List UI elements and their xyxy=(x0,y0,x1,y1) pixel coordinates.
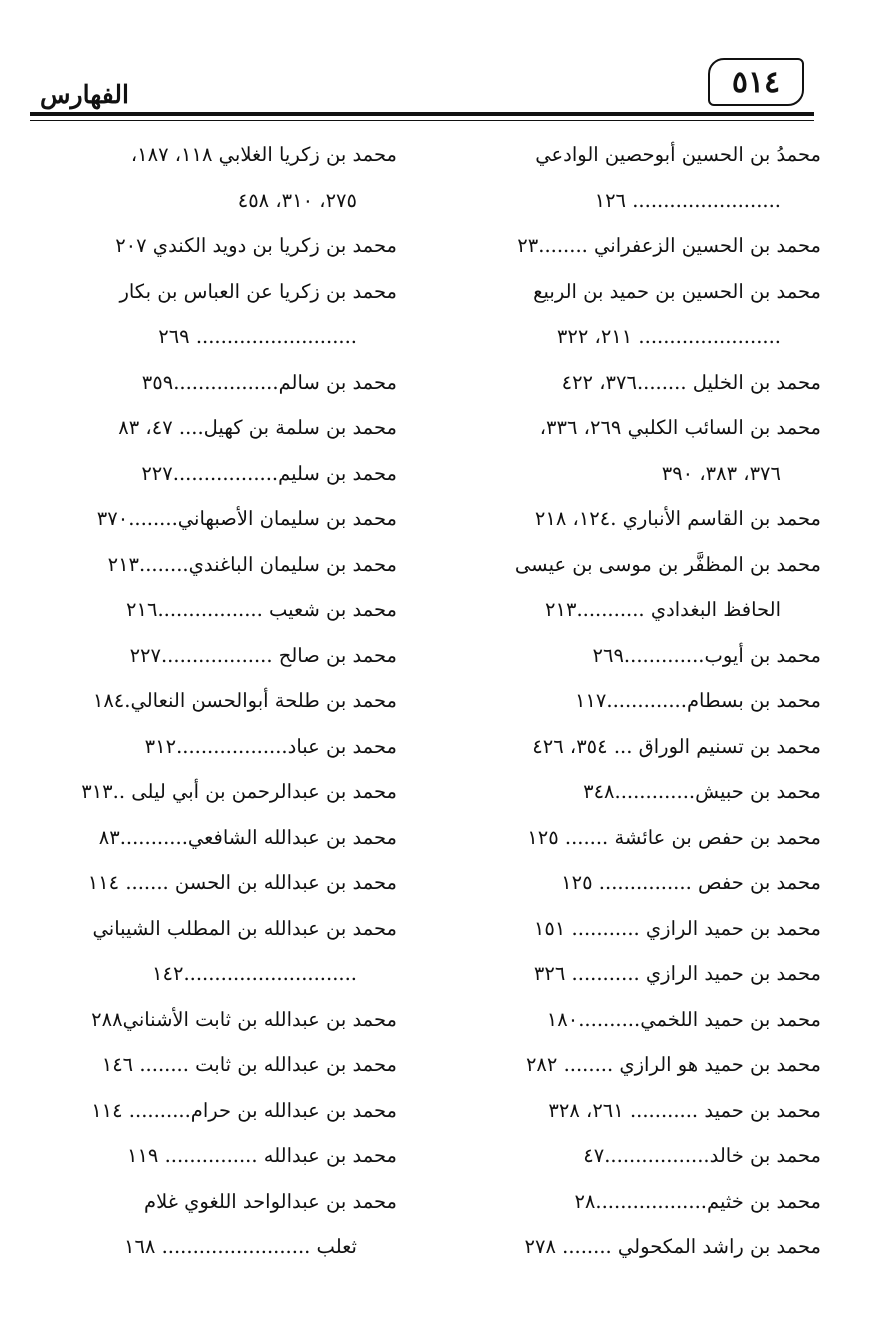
index-entry: محمد بن عبدالله بن الحسن ....... ١١٤ xyxy=(87,871,397,894)
index-entry: محمد بن القاسم الأنباري .١٢٤، ٢١٨ xyxy=(534,507,821,530)
index-entry: محمد بن عبدالله الشافعي...........٨٣ xyxy=(98,825,397,849)
index-entry: محمد بن خالد.................٤٧ xyxy=(583,1144,821,1167)
index-entry: محمد بن صالح ..................٢٢٧ xyxy=(129,643,397,667)
index-entry: محمد بن الحسين بن حميد بن الربيع xyxy=(533,279,821,303)
index-entry: محمد بن عبدالله بن حرام.......... ١١٤ xyxy=(91,1098,397,1122)
index-entry: محمد بن عبدالله ............... ١١٩ xyxy=(126,1144,397,1167)
index-entry: محمد بن عبدالله بن ثابت الأشناني٢٨٨ xyxy=(91,1007,397,1031)
section-title: الفهارس xyxy=(40,80,129,109)
index-entry: محمد بن عبدالله بن ثابت ........ ١٤٦ xyxy=(101,1053,397,1076)
index-entry: محمد بن المظفَّر بن موسى بن عيسى xyxy=(514,552,821,576)
index-entry: محمد بن طلحة أبوالحسن النعالي.١٨٤ xyxy=(92,689,397,712)
index-entry: محمد بن حميد الرازي ........... ٣٢٦ xyxy=(533,962,821,985)
index-entry: محمد بن الحسين الزعفراني ........٢٣ xyxy=(517,234,821,257)
index-entry-continuation: الحافظ البغدادي ...........٢١٣ xyxy=(545,598,781,621)
index-entry: محمد بن خثيم..................٢٨ xyxy=(574,1189,821,1213)
index-entry: محمد بن سليمان الأصبهاني........٣٧٠ xyxy=(96,507,397,530)
index-entry: محمد بن راشد المكحولي ........ ٢٧٨ xyxy=(524,1235,821,1258)
index-entry-continuation: ....................... ٢١١، ٣٢٢ xyxy=(556,325,781,348)
index-entry: محمد بن تسنيم الوراق ... ٣٥٤، ٤٢٦ xyxy=(532,734,821,758)
index-entry: محمد بن حميد الرازي ........... ١٥١ xyxy=(533,916,821,940)
index-column-right xyxy=(451,132,821,1270)
index-entry: محمد بن عبدالله بن المطلب الشيباني xyxy=(92,916,397,940)
page-header xyxy=(30,58,830,120)
index-entry-continuation: ٢٧٥، ٣١٠، ٤٥٨ xyxy=(237,188,357,212)
index-entry: محمد بن عباد..................٣١٢ xyxy=(144,734,397,758)
index-column-left xyxy=(27,132,397,1270)
index-entry: محمد بن حميد ........... ٢٦١، ٣٢٨ xyxy=(548,1098,821,1122)
header-rule-thin xyxy=(30,120,814,121)
index-entry-continuation: .......................... ٢٦٩ xyxy=(158,325,357,348)
index-entry: محمد بن شعيب .................٢١٦ xyxy=(126,598,397,621)
index-entry: محمد بن بسطام.............١١٧ xyxy=(574,689,821,712)
index-entry: محمد بن سليمان الباغندي........٢١٣ xyxy=(107,552,397,576)
index-entry: محمد بن سالم.................٣٥٩ xyxy=(141,370,397,394)
index-entry-continuation: ثعلب ........................ ١٦٨ xyxy=(123,1235,357,1258)
index-entry-continuation: ............................١٤٢ xyxy=(152,962,357,985)
index-entry: محمد بن السائب الكلبي ٢٦٩، ٣٣٦، xyxy=(539,416,821,439)
index-entry: محمد بن حبيش.............٣٤٨ xyxy=(583,780,821,803)
index-entry: محمد بن أيوب.............٢٦٩ xyxy=(592,643,821,667)
index-entry: محمد بن حفص ............... ١٢٥ xyxy=(561,871,821,894)
index-entry: محمد بن الخليل ........٣٧٦، ٤٢٢ xyxy=(561,370,821,394)
index-entry: محمد بن عبدالواحد اللغوي غلام xyxy=(144,1189,397,1213)
index-entry: محمد بن زكريا بن دويد الكندي ٢٠٧ xyxy=(115,234,397,257)
index-entry-continuation: ........................ ١٢٦ xyxy=(594,188,781,212)
index-entry: محمدُ بن الحسين أبوحصين الوادعي xyxy=(535,143,821,166)
header-rule-thick xyxy=(30,112,814,116)
index-entry: محمد بن حفص بن عائشة ....... ١٢٥ xyxy=(527,825,821,849)
index-entry: محمد بن عبدالرحمن بن أبي ليلى ..٣١٣ xyxy=(81,780,397,803)
index-entry: محمد بن سليم.................٢٢٧ xyxy=(141,461,397,485)
index-entry: محمد بن حميد هو الرازي ........ ٢٨٢ xyxy=(525,1053,821,1076)
index-entry: محمد بن حميد اللخمي..........١٨٠ xyxy=(546,1007,821,1031)
page-number: ٥١٤ xyxy=(708,58,804,106)
index-entry: محمد بن زكريا الغلابي ١١٨، ١٨٧، xyxy=(130,143,397,166)
index-entry-continuation: ٣٧٦، ٣٨٣، ٣٩٠ xyxy=(661,461,781,485)
index-entry: محمد بن سلمة بن كهيل.... ٤٧، ٨٣ xyxy=(118,416,397,439)
index-entry: محمد بن زكريا عن العباس بن بكار xyxy=(119,279,397,303)
